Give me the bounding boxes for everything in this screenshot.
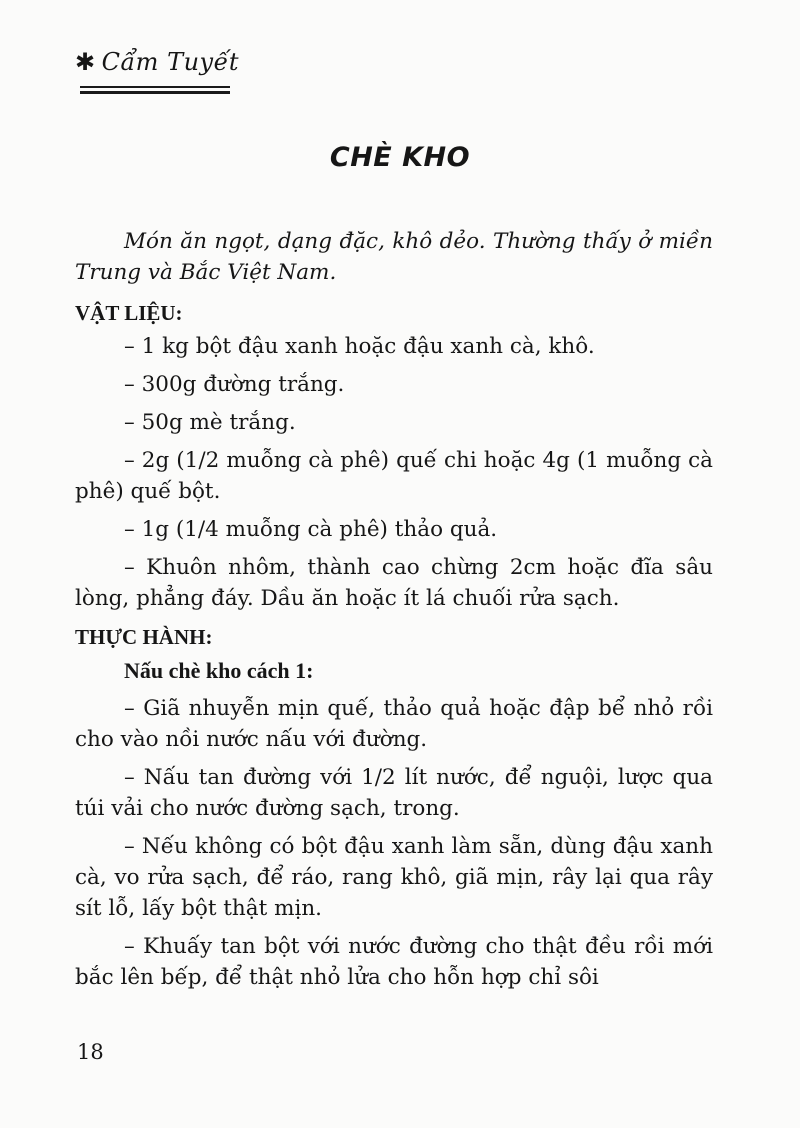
running-header (75, 48, 239, 76)
author-name: Cẩm Tuyết (101, 48, 239, 76)
materials-item: – 50g mè trắng. (124, 410, 296, 435)
page-number: 18 (77, 1040, 104, 1064)
header-rule-thick (80, 91, 230, 94)
materials-item: – 1g (1/4 muỗng cà phê) thảo quả. (124, 517, 498, 542)
materials-heading: VẬT LIỆU: (75, 301, 183, 325)
practice-item: – Khuấy tan bột với nước đường cho thật đều rồi mới bắc lên bếp, để thật nhỏ lửa cho hỗn hợp chỉ sôi (75, 934, 713, 990)
materials-item: – 2g (1/2 muỗng cà phê) quế chi hoặc 4g (1 muỗng cà phê) quế bột. (75, 448, 713, 504)
materials-item: – 300g đường trắng. (124, 372, 345, 397)
practice-item: – Giã nhuyễn mịn quế, thảo quả hoặc đập bể nhỏ rồi cho vào nồi nước nấu với đường. (75, 696, 713, 752)
star-icon: ✱ (75, 48, 96, 76)
method-subheading: Nấu chè kho cách 1: (124, 658, 314, 683)
materials-item: – 1 kg bột đậu xanh hoặc đậu xanh cà, khô. (124, 334, 595, 359)
practice-item: – Nấu tan đường với 1/2 lít nước, để nguội, lược qua túi vải cho nước đường sạch, trong. (75, 765, 713, 821)
practice-item: – Nếu không có bột đậu xanh làm sẵn, dùng đậu xanh cà, vo rửa sạch, để ráo, rang khô, giã mịn, rây lại qua rây sít lỗ, lấy bột thật mịn. (75, 834, 713, 921)
practice-heading: THỰC HÀNH: (75, 625, 213, 649)
header-rule-thin (80, 86, 230, 88)
page-title: CHÈ KHO (329, 142, 471, 173)
materials-item: – Khuôn nhôm, thành cao chừng 2cm hoặc đĩa sâu lòng, phẳng đáy. Dầu ăn hoặc ít lá chuối rửa sạch. (75, 555, 713, 611)
page-body (75, 226, 713, 1000)
intro-paragraph: Món ăn ngọt, dạng đặc, khô dẻo. Thường thấy ở miền Trung và Bắc Việt Nam. (75, 229, 713, 285)
